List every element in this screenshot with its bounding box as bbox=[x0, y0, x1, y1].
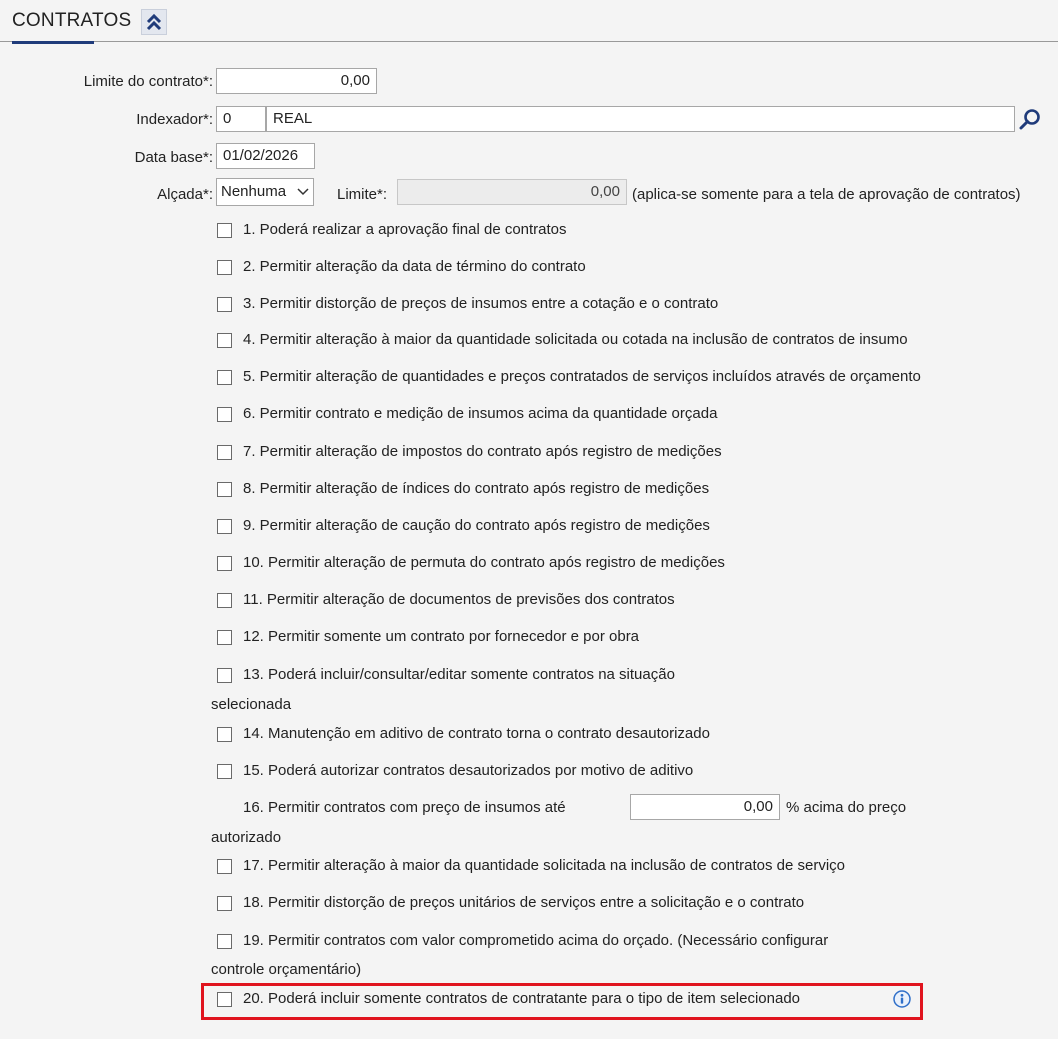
limite-input: 0,00 bbox=[397, 179, 627, 205]
option-19-label-continuation: controle orçamentário) bbox=[211, 961, 362, 978]
option-6-label: 6. Permitir contrato e medição de insumos acima da quantidade orçada bbox=[243, 405, 718, 422]
limite-contrato-label: Limite do contrato*: bbox=[83, 73, 213, 90]
option-15-label: 15. Poderá autorizar contratos desautorizados por motivo de aditivo bbox=[243, 762, 694, 779]
option-13-label-continuation: selecionada bbox=[211, 696, 292, 713]
option-5-checkbox[interactable] bbox=[217, 370, 232, 385]
option-16-label-continuation: autorizado bbox=[211, 829, 282, 846]
option-2-label: 2. Permitir alteração da data de término do contrato bbox=[243, 258, 586, 275]
info-icon[interactable] bbox=[893, 990, 911, 1008]
option-7-label: 7. Permitir alteração de impostos do contrato após registro de medições bbox=[243, 443, 722, 460]
header-accent-underline bbox=[12, 41, 94, 44]
option-11-checkbox[interactable] bbox=[217, 593, 232, 608]
option-3-label: 3. Permitir distorção de preços de insumos entre a cotação e o contrato bbox=[243, 295, 719, 312]
option-18-label: 18. Permitir distorção de preços unitários de serviços entre a solicitação e o contrato bbox=[243, 894, 805, 911]
option-14-label: 14. Manutenção em aditivo de contrato torna o contrato desautorizado bbox=[243, 725, 710, 742]
limite-contrato-input[interactable]: 0,00 bbox=[216, 68, 377, 94]
option-10-checkbox[interactable] bbox=[217, 556, 232, 571]
alcada-selected-value: Nenhuma bbox=[221, 183, 287, 200]
option-18-checkbox[interactable] bbox=[217, 896, 232, 911]
option-5-label: 5. Permitir alteração de quantidades e preços contratados de serviços incluídos através de orçamento bbox=[243, 368, 921, 385]
option-8-checkbox[interactable] bbox=[217, 482, 232, 497]
option-14-checkbox[interactable] bbox=[217, 727, 232, 742]
search-icon[interactable] bbox=[1016, 107, 1044, 133]
option-13-checkbox[interactable] bbox=[217, 668, 232, 683]
option-4-label: 4. Permitir alteração à maior da quantidade solicitada ou cotada na inclusão de contratos de insumo bbox=[243, 331, 908, 348]
indexador-name-input[interactable]: REAL bbox=[266, 106, 1015, 132]
alcada-label: Alçada*: bbox=[157, 186, 213, 203]
option-16-label: 16. Permitir contratos com preço de insumos até bbox=[243, 799, 566, 816]
limite-label: Limite*: bbox=[337, 186, 388, 203]
option-11-label: 11. Permitir alteração de documentos de previsões dos contratos bbox=[243, 591, 675, 608]
header-divider bbox=[0, 41, 1058, 42]
option-1-label: 1. Poderá realizar a aprovação final de contratos bbox=[243, 221, 567, 238]
double-chevron-up-icon bbox=[142, 10, 166, 34]
option-10-label: 10. Permitir alteração de permuta do contrato após registro de medições bbox=[243, 554, 725, 571]
option-19-label: 19. Permitir contratos com valor comprometido acima do orçado. (Necessário configurar bbox=[243, 932, 829, 949]
option-20-checkbox[interactable] bbox=[217, 992, 232, 1007]
option-3-checkbox[interactable] bbox=[217, 297, 232, 312]
option-1-checkbox[interactable] bbox=[217, 223, 232, 238]
indexador-label: Indexador*: bbox=[136, 111, 213, 128]
option-19-checkbox[interactable] bbox=[217, 934, 232, 949]
option-20-label: 20. Poderá incluir somente contratos de contratante para o tipo de item selecionado bbox=[243, 990, 801, 1007]
option-7-checkbox[interactable] bbox=[217, 445, 232, 460]
section-header bbox=[0, 0, 1058, 44]
section-title: CONTRATOS bbox=[12, 10, 132, 31]
option-4-checkbox[interactable] bbox=[217, 333, 232, 348]
option-16-suffix: % acima do preço bbox=[786, 799, 907, 816]
data-base-input[interactable]: 01/02/2026 bbox=[216, 143, 315, 169]
limite-note: (aplica-se somente para a tela de aprovação de contratos) bbox=[632, 186, 1021, 203]
option-17-checkbox[interactable] bbox=[217, 859, 232, 874]
alcada-select[interactable] bbox=[216, 178, 314, 206]
option-12-label: 12. Permitir somente um contrato por fornecedor e por obra bbox=[243, 628, 640, 645]
collapse-button[interactable] bbox=[141, 9, 167, 35]
option-17-label: 17. Permitir alteração à maior da quantidade solicitada na inclusão de contratos de serviço bbox=[243, 857, 846, 874]
option-9-checkbox[interactable] bbox=[217, 519, 232, 534]
chevron-down-icon bbox=[297, 185, 309, 197]
option-15-checkbox[interactable] bbox=[217, 764, 232, 779]
option-16-percent-input[interactable]: 0,00 bbox=[630, 794, 780, 820]
data-base-label: Data base*: bbox=[134, 149, 213, 166]
option-9-label: 9. Permitir alteração de caução do contrato após registro de medições bbox=[243, 517, 710, 534]
option-2-checkbox[interactable] bbox=[217, 260, 232, 275]
option-6-checkbox[interactable] bbox=[217, 407, 232, 422]
option-8-label: 8. Permitir alteração de índices do contrato após registro de medições bbox=[243, 480, 710, 497]
option-12-checkbox[interactable] bbox=[217, 630, 232, 645]
option-13-label: 13. Poderá incluir/consultar/editar somente contratos na situação bbox=[243, 666, 675, 683]
indexador-code-input[interactable]: 0 bbox=[216, 106, 266, 132]
